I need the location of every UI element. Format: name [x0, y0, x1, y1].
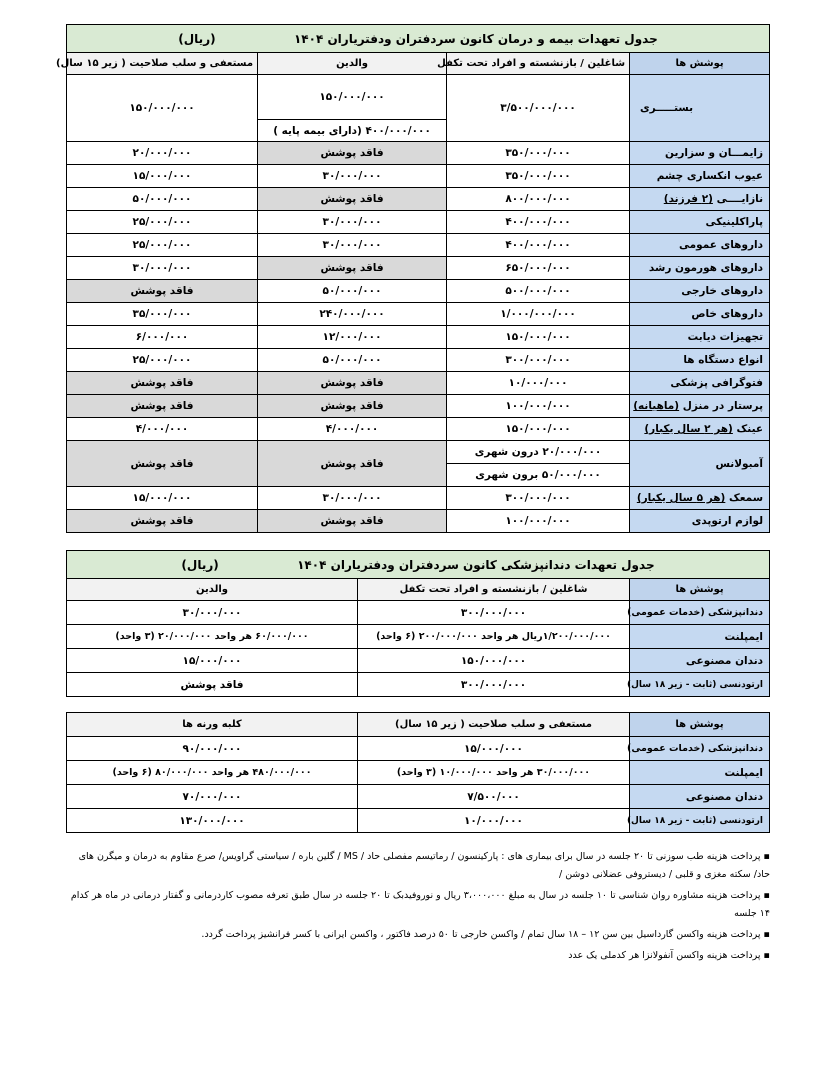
disabled-cell: ۲۰/۰۰۰/۰۰۰ — [67, 142, 258, 165]
disabled-cell: ۲۵/۰۰۰/۰۰۰ — [67, 211, 258, 234]
coverage-label: سمعک — [728, 492, 764, 504]
title-text: جدول تعهدات دندانپزشکی کانون سردفتران ودفتریاران ۱۴۰۴ — [297, 557, 655, 572]
header-parents: والدین — [258, 53, 447, 75]
coverage-cell: انواع دستگاه ها — [630, 349, 770, 372]
coverage-cell: ارتودنسی (ثابت - زیر ۱۸ سال) — [630, 809, 770, 833]
disabled-cell: ۵۰/۰۰۰/۰۰۰ — [67, 188, 258, 211]
dental-table-2 — [66, 712, 770, 833]
employees-cell-2: ۵۰/۰۰۰/۰۰۰ برون شهری — [447, 464, 630, 487]
table-row — [67, 165, 770, 188]
table-row — [67, 761, 770, 785]
parents-cell: ۳۰/۰۰۰/۰۰۰ — [258, 487, 447, 510]
notes-list — [70, 848, 770, 968]
table-row — [67, 303, 770, 326]
table-row — [67, 809, 770, 833]
employees-cell: ۴۰۰/۰۰۰/۰۰۰ — [447, 234, 630, 257]
coverage-cell: داروهای هورمون رشد — [630, 257, 770, 280]
table-row — [67, 280, 770, 303]
employees-cell: ۱۵۰/۰۰۰/۰۰۰ — [447, 326, 630, 349]
employees-cell: ۱۵۰/۰۰۰/۰۰۰ — [358, 649, 630, 673]
table-row — [67, 326, 770, 349]
employees-cell: ۴۰۰/۰۰۰/۰۰۰ — [447, 211, 630, 234]
title-text: جدول تعهدات بیمه و درمان کانون سردفتران ودفتریاران ۱۴۰۴ — [293, 31, 658, 46]
coverage-cell — [630, 395, 770, 418]
coverage-label: پرستار در منزل — [682, 400, 764, 412]
parents-cell: فاقد پوشش — [258, 257, 447, 280]
note-item: ▪ پرداخت هزینه واکسن گارداسیل بین سن ۱۲ – ۱۸ سال تمام / واکسن خارجی تا ۵۰ درصد فاکتور ، واکسن ایرانی با کسر فرانشیز پرداخت گردد. — [70, 926, 770, 944]
table-row — [67, 234, 770, 257]
coverage-cell: بستـــــری — [630, 75, 770, 142]
parents-cell: فاقد پوشش — [258, 372, 447, 395]
coverage-cell: عیوب انکساری چشم — [630, 165, 770, 188]
employees-cell: ۱۰/۰۰۰/۰۰۰ — [447, 372, 630, 395]
parents-cell: فاقد پوشش — [258, 510, 447, 533]
disabled-cell: فاقد پوشش — [67, 441, 258, 487]
coverage-cell — [630, 487, 770, 510]
disabled-cell: ۱۵۰/۰۰۰/۰۰۰ — [67, 75, 258, 142]
coverage-cell: پاراکلینیکی — [630, 211, 770, 234]
coverage-cell: داروهای عمومی — [630, 234, 770, 257]
parents-cell: فاقد پوشش — [258, 142, 447, 165]
employees-cell: ۱/۰۰۰/۰۰۰/۰۰۰ — [447, 303, 630, 326]
coverage-note: (هر ۲ سال یکبار) — [644, 423, 733, 435]
employees-cell: ۶۵۰/۰۰۰/۰۰۰ — [447, 257, 630, 280]
vareh-cell: ۹۰/۰۰۰/۰۰۰ — [67, 737, 358, 761]
coverage-cell: لوازم ارتوپدی — [630, 510, 770, 533]
vareh-cell: ۴۸۰/۰۰۰/۰۰۰ هر واحد ۸۰/۰۰۰/۰۰۰ (۶ واحد) — [67, 761, 358, 785]
table-row — [67, 785, 770, 809]
table-row — [67, 737, 770, 761]
table-row — [67, 510, 770, 533]
note-item: ▪ پرداخت هزینه واکسن آنفولانزا هر کدملی یک عدد — [70, 947, 770, 965]
header-parents: والدین — [67, 579, 358, 601]
coverage-cell: دندان مصنوعی — [630, 649, 770, 673]
coverage-label: عینک — [736, 423, 764, 435]
table-row — [67, 673, 770, 697]
parents-cell: فاقد پوشش — [258, 188, 447, 211]
disabled-cell: ۱۰/۰۰۰/۰۰۰ — [358, 809, 630, 833]
header-coverage: پوشش ها — [630, 579, 770, 601]
unit-label: (ریال) — [181, 557, 219, 572]
employees-cell: ۳۵۰/۰۰۰/۰۰۰ — [447, 165, 630, 188]
parents-cell: ۱۲/۰۰۰/۰۰۰ — [258, 326, 447, 349]
employees-cell: ۲۰/۰۰۰/۰۰۰ درون شهری — [447, 441, 630, 464]
coverage-cell: آمبولانس — [630, 441, 770, 487]
coverage-cell: تجهیزات دیابت — [630, 326, 770, 349]
parents-cell: ۳۰/۰۰۰/۰۰۰ — [258, 211, 447, 234]
employees-cell: ۳/۵۰۰/۰۰۰/۰۰۰ — [447, 75, 630, 142]
note-item: ▪ پرداخت هزینه مشاوره روان شناسی تا ۱۰ جلسه در سال به مبلغ ۳،۰۰۰،۰۰۰ ریال و نوروفیدبک تا ۲۰ جلسه در سال طبق تعرفه مصوب کاردرمانی و گفتار درمانی در ماه هر کدام ۱۴ جلسه — [70, 887, 770, 923]
table-row — [67, 75, 770, 120]
disabled-cell: ۴/۰۰۰/۰۰۰ — [67, 418, 258, 441]
dental-table — [66, 550, 770, 697]
header-employees: شاغلین / بازنشسته و افراد تحت تکفل — [358, 579, 630, 601]
table-row — [67, 257, 770, 280]
disabled-cell: ۶/۰۰۰/۰۰۰ — [67, 326, 258, 349]
table-title — [67, 25, 770, 53]
vareh-cell: ۱۳۰/۰۰۰/۰۰۰ — [67, 809, 358, 833]
header-coverage: پوشش ها — [630, 713, 770, 737]
parents-cell: ۴/۰۰۰/۰۰۰ — [258, 418, 447, 441]
table-row — [67, 649, 770, 673]
disabled-cell: ۱۵/۰۰۰/۰۰۰ — [358, 737, 630, 761]
parents-cell: ۶۰/۰۰۰/۰۰۰ هر واحد ۲۰/۰۰۰/۰۰۰ (۳ واحد) — [67, 625, 358, 649]
disabled-cell: ۳۰/۰۰۰/۰۰۰ — [67, 257, 258, 280]
coverage-note: (ماهیانه) — [633, 400, 680, 412]
employees-cell: ۳۰۰/۰۰۰/۰۰۰ — [358, 673, 630, 697]
employees-cell: ۳۰۰/۰۰۰/۰۰۰ — [447, 487, 630, 510]
disabled-cell: فاقد پوشش — [67, 510, 258, 533]
employees-cell: ۱۰۰/۰۰۰/۰۰۰ — [447, 395, 630, 418]
table-row — [67, 625, 770, 649]
disabled-cell: ۳۰/۰۰۰/۰۰۰ هر واحد ۱۰/۰۰۰/۰۰۰ (۳ واحد) — [358, 761, 630, 785]
parents-cell: فاقد پوشش — [258, 395, 447, 418]
parents-cell-2: ۴۰۰/۰۰۰/۰۰۰ (دارای بیمه پایه ) — [258, 120, 447, 142]
parents-cell: ۲۴۰/۰۰۰/۰۰۰ — [258, 303, 447, 326]
parents-cell: ۵۰/۰۰۰/۰۰۰ — [258, 349, 447, 372]
table-row — [67, 601, 770, 625]
table-row — [67, 349, 770, 372]
disabled-cell: ۱۵/۰۰۰/۰۰۰ — [67, 487, 258, 510]
parents-cell: ۳۰/۰۰۰/۰۰۰ — [258, 234, 447, 257]
disabled-cell: فاقد پوشش — [67, 280, 258, 303]
header-disabled: مستعفی و سلب صلاحیت ( زیر ۱۵ سال) — [358, 713, 630, 737]
disabled-cell: ۲۵/۰۰۰/۰۰۰ — [67, 234, 258, 257]
disabled-cell: ۷/۵۰۰/۰۰۰ — [358, 785, 630, 809]
table-title — [67, 551, 770, 579]
employees-cell: ۵۰۰/۰۰۰/۰۰۰ — [447, 280, 630, 303]
employees-cell: ۸۰۰/۰۰۰/۰۰۰ — [447, 188, 630, 211]
coverage-cell — [630, 418, 770, 441]
table-row — [67, 395, 770, 418]
table-row — [67, 487, 770, 510]
table-row — [67, 441, 770, 464]
disabled-cell: فاقد پوشش — [67, 372, 258, 395]
coverage-cell: دندانپزشکی (خدمات عمومی) — [630, 601, 770, 625]
unit-label: (ریال) — [178, 31, 216, 46]
coverage-cell — [630, 188, 770, 211]
header-employees: شاغلین / بازنشسته و افراد تحت تکفل — [447, 53, 630, 75]
employees-cell: ۳۰۰/۰۰۰/۰۰۰ — [447, 349, 630, 372]
coverage-cell: داروهای خارجی — [630, 280, 770, 303]
coverage-label: نازایــــی — [716, 193, 764, 205]
coverage-cell: دندانپزشکی (خدمات عمومی) — [630, 737, 770, 761]
employees-cell: ۳۵۰/۰۰۰/۰۰۰ — [447, 142, 630, 165]
employees-cell: ۳۰۰/۰۰۰/۰۰۰ — [358, 601, 630, 625]
table-row — [67, 142, 770, 165]
disabled-cell: ۳۵/۰۰۰/۰۰۰ — [67, 303, 258, 326]
parents-cell: ۳۰/۰۰۰/۰۰۰ — [258, 165, 447, 188]
coverage-cell: ارتودنسی (ثابت - زیر ۱۸ سال) — [630, 673, 770, 697]
table-row — [67, 211, 770, 234]
parents-cell: ۱۵/۰۰۰/۰۰۰ — [67, 649, 358, 673]
coverage-cell: ایمپلنت — [630, 761, 770, 785]
header-disabled: مستعفی و سلب صلاحیت ( زیر ۱۵ سال) — [67, 53, 258, 75]
parents-cell: فاقد پوشش — [258, 441, 447, 487]
disabled-cell: فاقد پوشش — [67, 395, 258, 418]
coverage-note: (هر ۵ سال یکبار) — [636, 492, 726, 504]
coverage-note: (۲ فرزند) — [663, 193, 713, 205]
insurance-table — [56, 24, 770, 533]
coverage-cell: زایمـــان و سزارین — [630, 142, 770, 165]
disabled-cell: ۱۵/۰۰۰/۰۰۰ — [67, 165, 258, 188]
vareh-cell: ۷۰/۰۰۰/۰۰۰ — [67, 785, 358, 809]
note-item: ▪ پرداخت هزینه طب سوزنی تا ۲۰ جلسه در سال برای بیماری های : پارکینسون / رماتیسم مفصلی حاد / MS / گلین باره / سیاستی گراویس/ صرع مقاوم به درمان و میگرن های حاد/ سکته مغزی و قلبی / دیستروفی عضلانی دوشن / — [70, 848, 770, 884]
header-coverage: پوشش ها — [630, 53, 770, 75]
table-row — [67, 188, 770, 211]
parents-cell: ۳۰/۰۰۰/۰۰۰ — [67, 601, 358, 625]
parents-cell: ۱۵۰/۰۰۰/۰۰۰ — [258, 75, 447, 120]
disabled-cell: ۲۵/۰۰۰/۰۰۰ — [67, 349, 258, 372]
header-vareh: کلبه ورنه ها — [67, 713, 358, 737]
coverage-cell: فتوگرافی پزشکی — [630, 372, 770, 395]
coverage-cell: دندان مصنوعی — [630, 785, 770, 809]
parents-cell: ۵۰/۰۰۰/۰۰۰ — [258, 280, 447, 303]
table-row — [67, 372, 770, 395]
coverage-cell: ایمپلنت — [630, 625, 770, 649]
employees-cell: ۱۵۰/۰۰۰/۰۰۰ — [447, 418, 630, 441]
coverage-cell: داروهای خاص — [630, 303, 770, 326]
employees-cell: ۱۰۰/۰۰۰/۰۰۰ — [447, 510, 630, 533]
table-row — [67, 418, 770, 441]
employees-cell: ۱/۲۰۰/۰۰۰/۰۰۰ریال هر واحد ۲۰۰/۰۰۰/۰۰۰ (۶ واحد) — [358, 625, 630, 649]
parents-cell: فاقد پوشش — [67, 673, 358, 697]
